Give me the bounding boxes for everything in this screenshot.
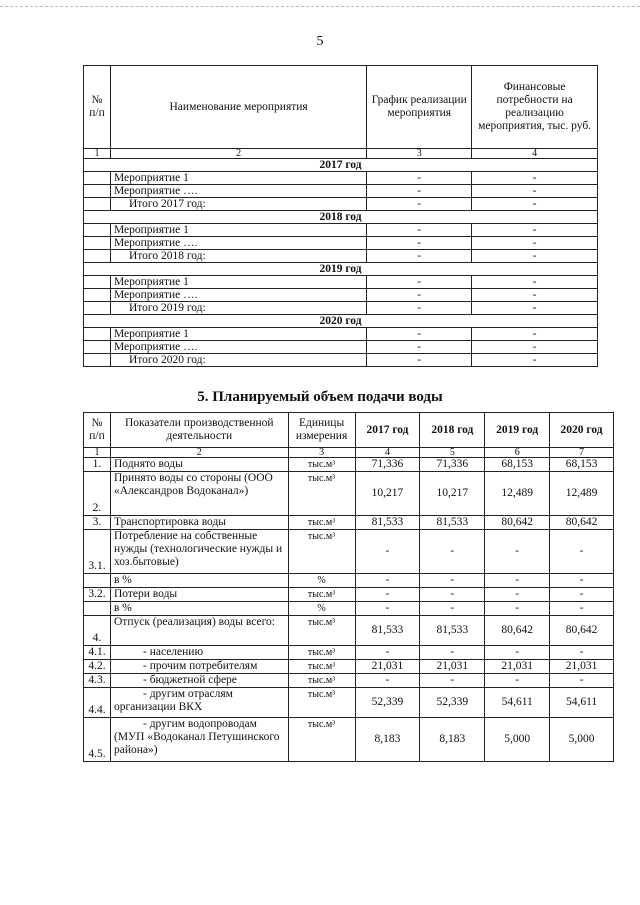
row-number: 4.5. xyxy=(84,718,111,762)
header-num: № п/п xyxy=(84,413,111,448)
top-scan-line xyxy=(0,6,640,7)
events-table xyxy=(83,65,598,367)
supply-row xyxy=(84,602,614,616)
value-cell: - xyxy=(420,530,485,574)
event-schedule: - xyxy=(367,276,472,289)
supply-row xyxy=(84,660,614,674)
event-row xyxy=(84,354,598,367)
value-cell: 68,153 xyxy=(485,458,550,472)
indicator-name: Поднято воды xyxy=(110,458,288,472)
value-cell: 12,489 xyxy=(550,472,614,516)
value-cell: - xyxy=(420,674,485,688)
header-schedule: График реализации мероприятия xyxy=(367,66,472,149)
supply-row xyxy=(84,688,614,718)
event-row xyxy=(84,224,598,237)
value-cell: 81,533 xyxy=(420,516,485,530)
indicator-name: - населению xyxy=(110,646,288,660)
supply-row xyxy=(84,646,614,660)
index-cell: 6 xyxy=(485,448,550,458)
header-finance: Финансовые потребности на реализацию мероприятия, тыс. руб. xyxy=(472,66,598,149)
event-schedule: - xyxy=(367,341,472,354)
event-schedule: - xyxy=(367,328,472,341)
value-cell: 21,031 xyxy=(355,660,420,674)
value-cell: 81,533 xyxy=(355,616,420,646)
value-cell: 71,336 xyxy=(420,458,485,472)
event-name: Итого 2017 год: xyxy=(110,198,366,211)
value-cell: 10,217 xyxy=(420,472,485,516)
year-label: 2018 год xyxy=(84,211,598,224)
unit-cell: % xyxy=(288,602,355,616)
supply-row xyxy=(84,674,614,688)
event-finance: - xyxy=(472,276,598,289)
event-schedule: - xyxy=(367,172,472,185)
event-row xyxy=(84,289,598,302)
index-cell: 1 xyxy=(84,448,111,458)
index-cell: 7 xyxy=(550,448,614,458)
value-cell: 21,031 xyxy=(420,660,485,674)
row-number: 4.4. xyxy=(84,688,111,718)
value-cell: 12,489 xyxy=(485,472,550,516)
value-cell: 21,031 xyxy=(550,660,614,674)
event-row xyxy=(84,172,598,185)
event-num-cell xyxy=(84,185,111,198)
event-name: Мероприятие …. xyxy=(110,289,366,302)
event-row xyxy=(84,237,598,250)
index-cell: 3 xyxy=(288,448,355,458)
header-2017: 2017 год xyxy=(355,413,420,448)
value-cell: 80,642 xyxy=(550,516,614,530)
indicator-name: в % xyxy=(110,602,288,616)
event-finance: - xyxy=(472,172,598,185)
event-num-cell xyxy=(84,172,111,185)
section-title: 5. Планируемый объем подачи воды xyxy=(197,389,443,405)
unit-cell: тыс.м³ xyxy=(288,458,355,472)
event-num-cell xyxy=(84,276,111,289)
value-cell: - xyxy=(420,574,485,588)
supply-row xyxy=(84,458,614,472)
value-cell: - xyxy=(485,674,550,688)
unit-cell: тыс.м³ xyxy=(288,688,355,718)
event-finance: - xyxy=(472,185,598,198)
index-cell: 3 xyxy=(367,149,472,159)
event-row xyxy=(84,250,598,263)
year-label: 2020 год xyxy=(84,315,598,328)
index-cell: 1 xyxy=(84,149,111,159)
event-name: Мероприятие 1 xyxy=(110,328,366,341)
value-cell: - xyxy=(485,530,550,574)
event-schedule: - xyxy=(367,302,472,315)
event-num-cell xyxy=(84,224,111,237)
indicator-name: Транспортировка воды xyxy=(110,516,288,530)
value-cell: - xyxy=(485,602,550,616)
header-name: Наименование мероприятия xyxy=(110,66,366,149)
unit-cell: тыс.м³ xyxy=(288,530,355,574)
index-cell: 4 xyxy=(355,448,420,458)
row-number xyxy=(84,602,111,616)
value-cell: - xyxy=(420,588,485,602)
event-finance: - xyxy=(472,250,598,263)
value-cell: 52,339 xyxy=(355,688,420,718)
row-number xyxy=(84,574,111,588)
value-cell: 80,642 xyxy=(485,516,550,530)
indicator-name: - бюджетной сфере xyxy=(110,674,288,688)
value-cell: 52,339 xyxy=(420,688,485,718)
value-cell: 21,031 xyxy=(485,660,550,674)
indicator-name: - другим отраслям организации ВКХ xyxy=(110,688,288,718)
value-cell: - xyxy=(355,674,420,688)
event-finance: - xyxy=(472,289,598,302)
header-2020: 2020 год xyxy=(550,413,614,448)
event-schedule: - xyxy=(367,237,472,250)
value-cell: - xyxy=(355,530,420,574)
row-number: 3. xyxy=(84,516,111,530)
row-number: 2. xyxy=(84,472,111,516)
value-cell: - xyxy=(485,646,550,660)
value-cell: - xyxy=(550,530,614,574)
event-schedule: - xyxy=(367,198,472,211)
value-cell: 5,000 xyxy=(485,718,550,762)
value-cell: 80,642 xyxy=(485,616,550,646)
value-cell: - xyxy=(355,646,420,660)
event-schedule: - xyxy=(367,354,472,367)
header-num: № п/п xyxy=(84,66,111,149)
event-name: Мероприятие …. xyxy=(110,237,366,250)
indicator-name: Потери воды xyxy=(110,588,288,602)
event-name: Мероприятие …. xyxy=(110,185,366,198)
event-num-cell xyxy=(84,198,111,211)
events-index-row xyxy=(84,149,598,159)
event-finance: - xyxy=(472,328,598,341)
index-cell: 5 xyxy=(420,448,485,458)
header-indicator: Показатели производственной деятельности xyxy=(110,413,288,448)
event-row xyxy=(84,341,598,354)
value-cell: - xyxy=(485,588,550,602)
value-cell: 8,183 xyxy=(420,718,485,762)
page-number: 5 xyxy=(316,34,324,49)
event-finance: - xyxy=(472,354,598,367)
unit-cell: % xyxy=(288,574,355,588)
year-row xyxy=(84,263,598,276)
index-cell: 2 xyxy=(110,149,366,159)
value-cell: - xyxy=(355,602,420,616)
year-row xyxy=(84,159,598,172)
row-number: 4.2. xyxy=(84,660,111,674)
value-cell: - xyxy=(420,646,485,660)
index-cell: 4 xyxy=(472,149,598,159)
indicator-name: - прочим потребителям xyxy=(110,660,288,674)
row-number: 3.2. xyxy=(84,588,111,602)
event-schedule: - xyxy=(367,289,472,302)
value-cell: 81,533 xyxy=(420,616,485,646)
value-cell: - xyxy=(550,574,614,588)
event-num-cell xyxy=(84,302,111,315)
event-finance: - xyxy=(472,224,598,237)
event-num-cell xyxy=(84,237,111,250)
row-number: 4.1. xyxy=(84,646,111,660)
year-label: 2019 год xyxy=(84,263,598,276)
value-cell: - xyxy=(355,574,420,588)
indicator-name: Потребление на собственные нужды (технологические нужды и хоз.бытовые) xyxy=(110,530,288,574)
event-num-cell xyxy=(84,328,111,341)
event-schedule: - xyxy=(367,185,472,198)
value-cell: - xyxy=(355,588,420,602)
value-cell: 71,336 xyxy=(355,458,420,472)
value-cell: 5,000 xyxy=(550,718,614,762)
value-cell: - xyxy=(485,574,550,588)
event-name: Мероприятие 1 xyxy=(110,276,366,289)
event-finance: - xyxy=(472,341,598,354)
water-supply-table xyxy=(83,412,614,762)
value-cell: 54,611 xyxy=(550,688,614,718)
event-num-cell xyxy=(84,250,111,263)
event-row xyxy=(84,198,598,211)
year-row xyxy=(84,315,598,328)
supply-row xyxy=(84,574,614,588)
indicator-name: - другим водопроводам (МУП «Водоканал Петушинского района») xyxy=(110,718,288,762)
event-num-cell xyxy=(84,354,111,367)
unit-cell: тыс.м³ xyxy=(288,646,355,660)
unit-cell: тыс.м³ xyxy=(288,516,355,530)
supply-row xyxy=(84,718,614,762)
unit-cell: тыс.м³ xyxy=(288,660,355,674)
value-cell: 68,153 xyxy=(550,458,614,472)
supply-row xyxy=(84,588,614,602)
event-finance: - xyxy=(472,198,598,211)
event-name: Мероприятие 1 xyxy=(110,224,366,237)
row-number: 1. xyxy=(84,458,111,472)
row-number: 4.3. xyxy=(84,674,111,688)
event-row xyxy=(84,276,598,289)
supply-row xyxy=(84,530,614,574)
event-name: Итого 2019 год: xyxy=(110,302,366,315)
event-name: Итого 2020 год: xyxy=(110,354,366,367)
value-cell: - xyxy=(550,602,614,616)
supply-row xyxy=(84,472,614,516)
unit-cell: тыс.м³ xyxy=(288,472,355,516)
event-schedule: - xyxy=(367,250,472,263)
event-row xyxy=(84,185,598,198)
events-header-row xyxy=(84,66,598,149)
event-name: Мероприятие 1 xyxy=(110,172,366,185)
event-num-cell xyxy=(84,341,111,354)
header-2019: 2019 год xyxy=(485,413,550,448)
value-cell: - xyxy=(550,646,614,660)
row-number: 3.1. xyxy=(84,530,111,574)
value-cell: 10,217 xyxy=(355,472,420,516)
header-2018: 2018 год xyxy=(420,413,485,448)
event-name: Итого 2018 год: xyxy=(110,250,366,263)
event-row xyxy=(84,302,598,315)
value-cell: - xyxy=(420,602,485,616)
event-finance: - xyxy=(472,302,598,315)
event-name: Мероприятие …. xyxy=(110,341,366,354)
value-cell: 81,533 xyxy=(355,516,420,530)
unit-cell: тыс.м³ xyxy=(288,588,355,602)
event-schedule: - xyxy=(367,224,472,237)
value-cell: 54,611 xyxy=(485,688,550,718)
event-num-cell xyxy=(84,289,111,302)
value-cell: - xyxy=(550,674,614,688)
indicator-name: Отпуск (реализация) воды всего: xyxy=(110,616,288,646)
event-finance: - xyxy=(472,237,598,250)
index-cell: 2 xyxy=(110,448,288,458)
unit-cell: тыс.м³ xyxy=(288,674,355,688)
value-cell: 8,183 xyxy=(355,718,420,762)
value-cell: 80,642 xyxy=(550,616,614,646)
event-row xyxy=(84,328,598,341)
supply-header-row xyxy=(84,413,614,448)
unit-cell: тыс.м³ xyxy=(288,718,355,762)
indicator-name: Принято воды со стороны (ООО «Александров Водоканал») xyxy=(110,472,288,516)
row-number: 4. xyxy=(84,616,111,646)
value-cell: - xyxy=(550,588,614,602)
header-unit: Единицы измерения xyxy=(288,413,355,448)
year-label: 2017 год xyxy=(84,159,598,172)
supply-index-row xyxy=(84,448,614,458)
unit-cell: тыс.м³ xyxy=(288,616,355,646)
year-row xyxy=(84,211,598,224)
indicator-name: в % xyxy=(110,574,288,588)
supply-row xyxy=(84,516,614,530)
supply-row xyxy=(84,616,614,646)
